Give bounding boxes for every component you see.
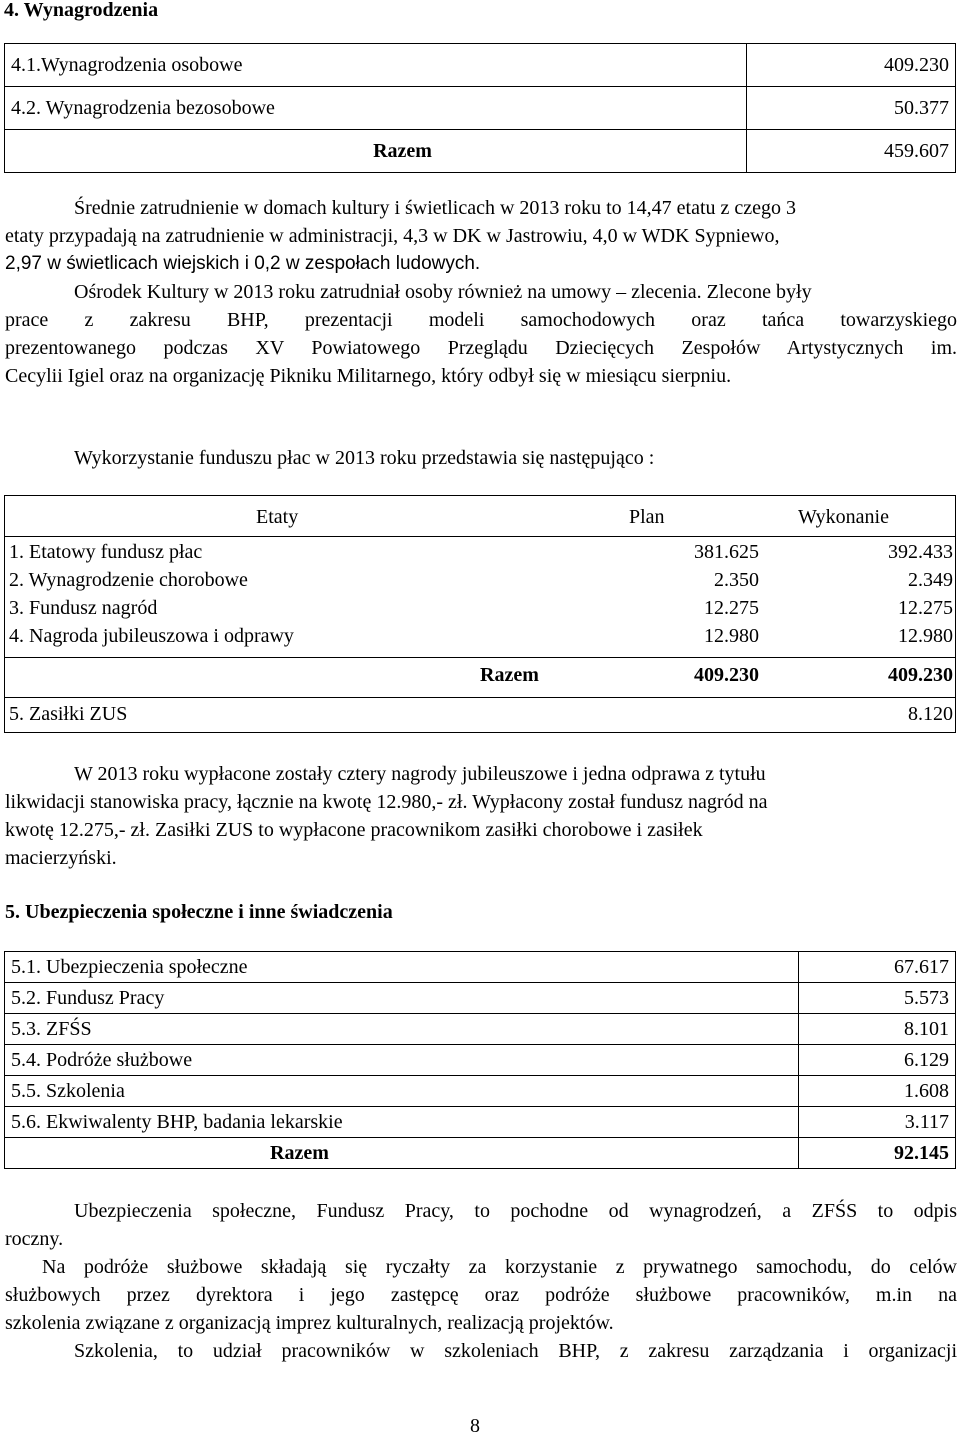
row-value: 6.129	[799, 1045, 956, 1076]
table-row-total	[5, 1138, 956, 1169]
table-row	[5, 983, 956, 1014]
divider	[5, 536, 955, 537]
table-row	[5, 1014, 956, 1045]
page-number: 8	[470, 1415, 480, 1437]
row-label: 5.5. Szkolenia	[5, 1076, 799, 1107]
insurance-table	[4, 951, 956, 1169]
text-line: kwotę 12.275,- zł. Zasiłki ZUS to wypłacone pracownikom zasiłki chorobowe i zasiłek	[5, 819, 703, 841]
row-label: 5.6. Ekwiwalenty BHP, badania lekarskie	[5, 1107, 799, 1138]
text-line: służbowych przez dyrektora i jego zastępcę oraz podróże służbowe pracowników, m.in na	[5, 1284, 957, 1306]
table-row	[5, 44, 956, 87]
row-label: 4.1.Wynagrodzenia osobowe	[5, 44, 747, 87]
employment-paragraph	[5, 194, 957, 390]
row-label: 5.4. Podróże służbowe	[5, 1045, 799, 1076]
fund-row-wykonanie: 2.349	[908, 569, 953, 591]
fund-total-wykonanie: 409.230	[888, 664, 953, 686]
text-line: Cecylii Igiel oraz na organizację Pikniku Militarnego, który odbył się w miesiącu sierpniu.	[5, 365, 732, 387]
header-wykonanie: Wykonanie	[798, 506, 889, 528]
awards-paragraph	[5, 760, 957, 872]
table-row	[5, 1045, 956, 1076]
row-label: 5.2. Fundusz Pracy	[5, 983, 799, 1014]
row-value: 67.617	[799, 952, 956, 983]
fund-row-wykonanie: 12.980	[898, 625, 953, 647]
fund-total-label: Razem	[480, 664, 539, 686]
total-label: Razem	[5, 130, 747, 173]
divider	[5, 657, 955, 658]
text-line: szkolenia związane z organizacją imprez kulturalnych, realizacją projektów.	[5, 1312, 614, 1334]
section-5-heading: 5. Ubezpieczenia społeczne i inne świadczenia	[5, 901, 393, 923]
fund-row-plan: 12.980	[704, 625, 759, 647]
header-etaty: Etaty	[256, 506, 299, 528]
total-value: 459.607	[746, 130, 955, 173]
fund-table	[4, 495, 956, 733]
fund-row-wykonanie: 12.275	[898, 597, 953, 619]
divider	[5, 697, 955, 698]
zus-label: 5. Zasiłki ZUS	[9, 703, 128, 725]
fund-row-label: 1. Etatowy fundusz płac	[9, 541, 203, 563]
fund-row-plan: 2.350	[714, 569, 759, 591]
text-line: Średnie zatrudnienie w domach kultury i świetlicach w 2013 roku to 14,47 etatu z czego 3	[74, 197, 797, 219]
total-label: Razem	[5, 1138, 799, 1169]
table-row	[5, 952, 956, 983]
row-label: 5.1. Ubezpieczenia społeczne	[5, 952, 799, 983]
table-row	[5, 1107, 956, 1138]
fund-row-plan: 12.275	[704, 597, 759, 619]
salaries-table	[4, 43, 956, 173]
text-line: W 2013 roku wypłacone zostały cztery nagrody jubileuszowe i jedna odprawa z tytułu	[74, 763, 766, 785]
row-value: 50.377	[746, 87, 955, 130]
text-line: prezentowanego podczas XV Powiatowego Przeglądu Dziecięcych Zespołów Artystycznych im.	[5, 337, 957, 359]
text-line: Na podróże służbowe składają się ryczałty za korzystanie z prywatnego samochodu, do celów	[42, 1256, 957, 1278]
row-value: 1.608	[799, 1076, 956, 1107]
insurance-paragraph	[5, 1197, 957, 1365]
header-plan: Plan	[629, 506, 665, 528]
text-line: likwidacji stanowiska pracy, łącznie na kwotę 12.980,- zł. Wypłacony został fundusz nagród na	[5, 791, 768, 813]
fund-row-wykonanie: 392.433	[888, 541, 953, 563]
row-value: 5.573	[799, 983, 956, 1014]
text-line: etaty przypadają na zatrudnienie w administracji, 4,3 w DK w Jastrowiu, 4,0 w WDK Sypniewo,	[5, 225, 780, 247]
text-line: Ubezpieczenia społeczne, Fundusz Pracy, to pochodne od wynagrodzeń, a ZFŚS to odpis	[74, 1200, 957, 1222]
section-4-heading: 4. Wynagrodzenia	[4, 0, 159, 21]
text-line: 2,97 w świetlicach wiejskich i 0,2 w zespołach ludowych.	[5, 253, 481, 274]
fund-row-plan: 381.625	[694, 541, 759, 563]
text-line: roczny.	[5, 1228, 64, 1250]
row-value: 3.117	[799, 1107, 956, 1138]
text-line: Ośrodek Kultury w 2013 roku zatrudniał osoby również na umowy – zlecenia. Zlecone były	[74, 281, 812, 303]
zus-value: 8.120	[908, 703, 953, 725]
fund-row-label: 3. Fundusz nagród	[9, 597, 158, 619]
row-label: 5.3. ZFŚS	[5, 1014, 799, 1045]
row-label: 4.2. Wynagrodzenia bezosobowe	[5, 87, 747, 130]
table-row	[5, 87, 956, 130]
fund-intro: Wykorzystanie funduszu płac w 2013 roku przedstawia się następująco :	[74, 447, 655, 469]
text-line: prace z zakresu BHP, prezentacji modeli samochodowych oraz tańca towarzyskiego	[5, 309, 957, 331]
text-line: macierzyński.	[5, 847, 117, 869]
table-row-total	[5, 130, 956, 173]
text-line: Szkolenia, to udział pracowników w szkoleniach BHP, z zakresu zarządzania i organizacji	[74, 1340, 957, 1362]
total-value: 92.145	[799, 1138, 956, 1169]
fund-row-label: 2. Wynagrodzenie chorobowe	[9, 569, 248, 591]
fund-row-label: 4. Nagroda jubileuszowa i odprawy	[9, 625, 294, 647]
row-value: 8.101	[799, 1014, 956, 1045]
row-value: 409.230	[746, 44, 955, 87]
fund-total-plan: 409.230	[694, 664, 759, 686]
table-row	[5, 1076, 956, 1107]
